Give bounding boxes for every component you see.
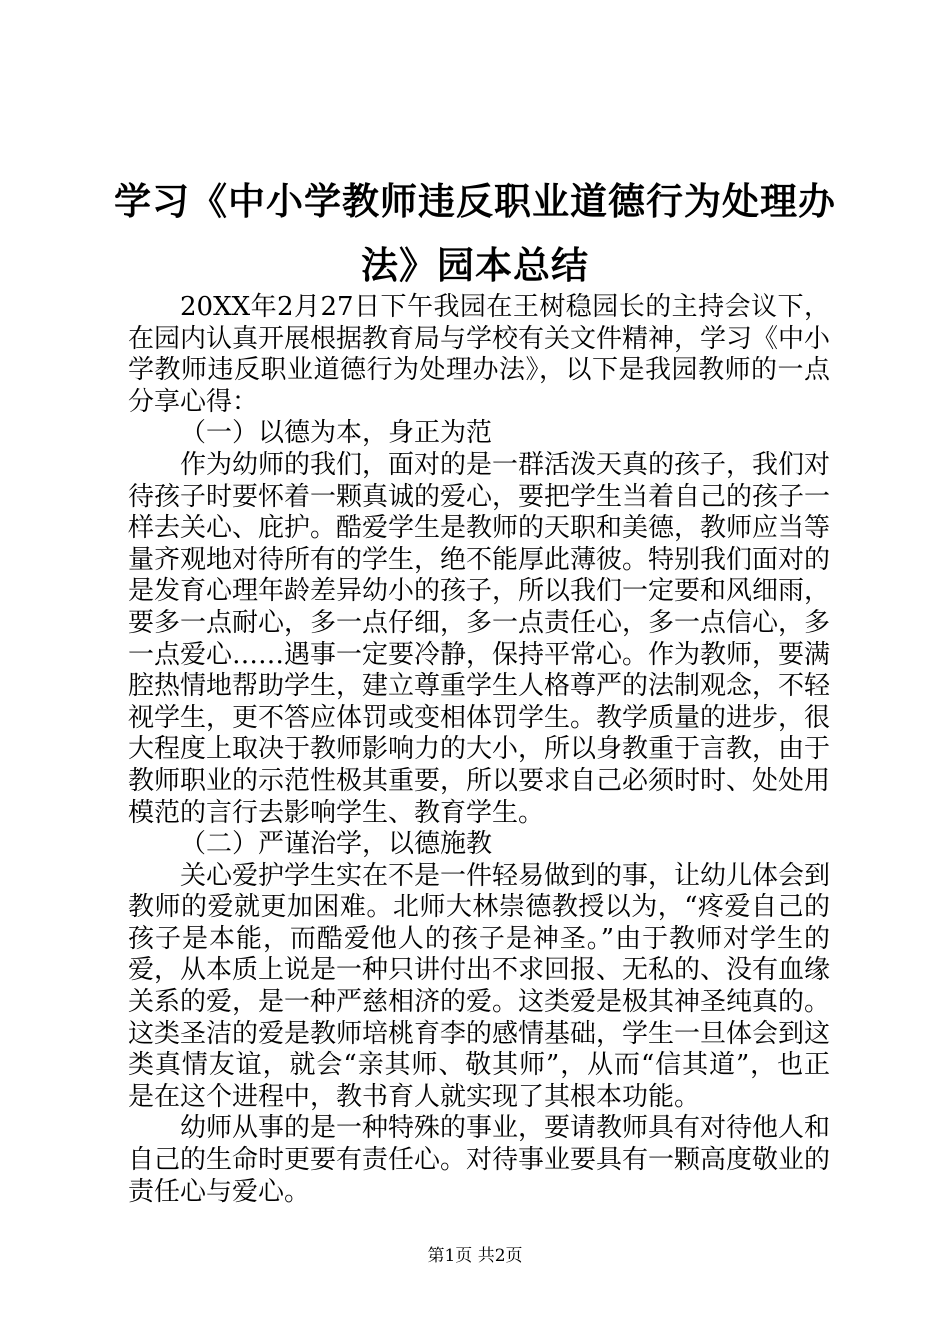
document-title (110, 170, 840, 298)
paragraph-closing: 幼师从事的是一种特殊的事业，要请教师具有对待他人和自己的生命时更要有责任心。对待事业要具有一颗高度敬业的责任心与爱心。 (128, 1113, 831, 1207)
document-body (128, 292, 830, 1208)
paragraph-section-1: 作为幼师的我们，面对的是一群活泼天真的孩子，我们对待孩子时要怀着一颗真诚的爱心，要把学生当着自己的孩子一样去关心、庇护。酷爱学生是教师的天职和美德，教师应当等量齐观地对待所有的学生，绝不能厚此薄彼。特别我们面对的是发育心理年龄差异幼小的孩子，所以我们一定要和风细雨，要多一点耐心，多一点仔细，多一点责任心，多一点信心，多一点爱心……遇事一定要冷静，保持平常心。作为教师，要满腔热情地帮助学生，建立尊重学生人格尊严的法制观念，不轻视学生，更不答应体罚或变相体罚学生。教学质量的进步，很大程度上取决于教师影响力的大小，所以身教重于言教，由于教师职业的示范性极其重要，所以要求自己必须时时、处处用模范的言行去影响学生、教育学生。 (128, 449, 831, 828)
page-number-footer: 第1页 共2页 (427, 1246, 523, 1266)
paragraph-section-2: 关心爱护学生实在不是一件轻易做到的事，让幼儿体会到教师的爱就更加困难。北师大林崇德教授以为，“疼爱自己的孩子是本能，而酷爱他人的孩子是神圣。”由于教师对学生的爱，从本质上说是一种只讲付出不求回报、无私的、没有血缘关系的爱，是一种严慈相济的爱。这类爱是极其神圣纯真的。这类圣洁的爱是教师培桃育李的感情基础，学生一旦体会到这类真情友谊，就会“亲其师、敬其师”，从而“信其道”，也正是在这个进程中，教书育人就实现了其根本功能。 (128, 860, 831, 1112)
section-heading-2: （二）严谨治学，以德施教 (180, 829, 493, 860)
paragraph-intro: 20XX年2月27日下午我园在王树稳园长的主持会议下，在园内认真开展根据教育局与学校有关文件精神，学习《中小学教师违反职业道德行为处理办法》，以下是我园教师的一点分享心得： (128, 292, 831, 417)
title-line-2: 法》园本总结 (361, 244, 589, 287)
title-line-1: 学习《中小学教师违反职业道德行为处理办 (114, 180, 836, 223)
section-heading-1: （一）以德为本，身正为范 (180, 418, 493, 449)
